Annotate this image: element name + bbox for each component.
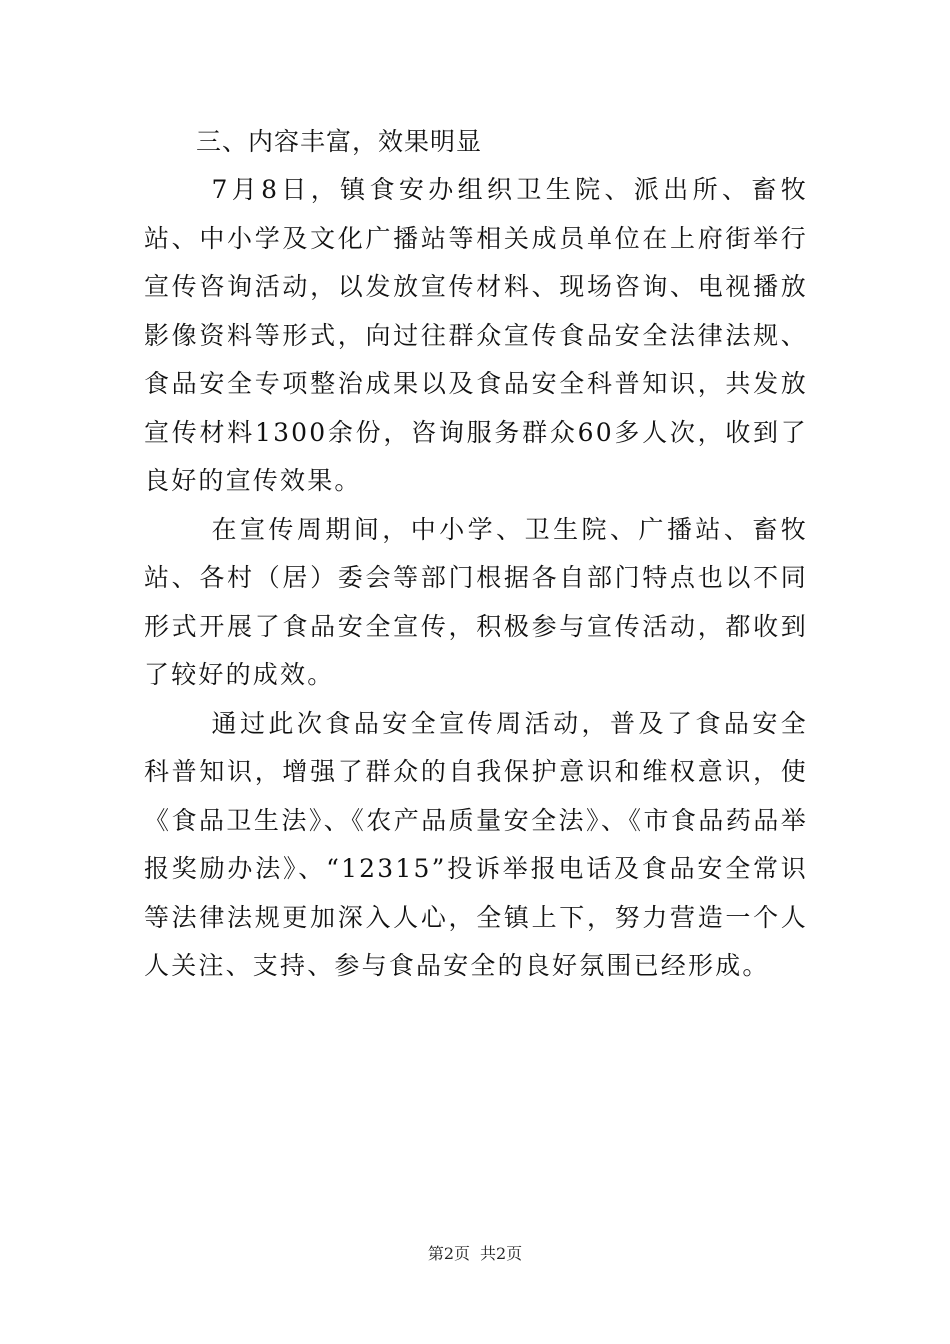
document-body: [144, 118, 808, 991]
page-total: 共2页: [480, 1244, 523, 1263]
paragraph-summary: 通过此次食品安全宣传周活动，普及了食品安全科普知识，增强了群众的自我保护意识和维权意识，使《食品卫生法》、《农产品质量安全法》、《市食品药品举报奖励办法》、“12315”投诉举报电话及食品安全常识等法律法规更加深入人心，全镇上下，努力营造一个人人关注、支持、参与食品安全的良好氛围已经形成。: [144, 708, 808, 980]
paragraph-activity: 7月8日，镇食安办组织卫生院、派出所、畜牧站、中小学及文化广播站等相关成员单位在上府街举行宣传咨询活动，以发放宣传材料、现场咨询、电视播放影像资料等形式，向过往群众宣传食品安全法律法规、食品安全专项整治成果以及食品安全科普知识，共发放宣传材料1300余份，咨询服务群众60多人次，收到了良好的宣传效果。: [144, 175, 808, 495]
page-footer: [0, 1242, 950, 1266]
paragraph-week: 在宣传周期间，中小学、卫生院、广播站、畜牧站、各村（居）委会等部门根据各自部门特点也以不同形式开展了食品安全宣传，积极参与宣传活动，都收到了较好的成效。: [144, 514, 808, 689]
page-number: 第2页: [427, 1244, 470, 1263]
section-heading: 三、内容丰富，效果明显: [196, 127, 483, 156]
